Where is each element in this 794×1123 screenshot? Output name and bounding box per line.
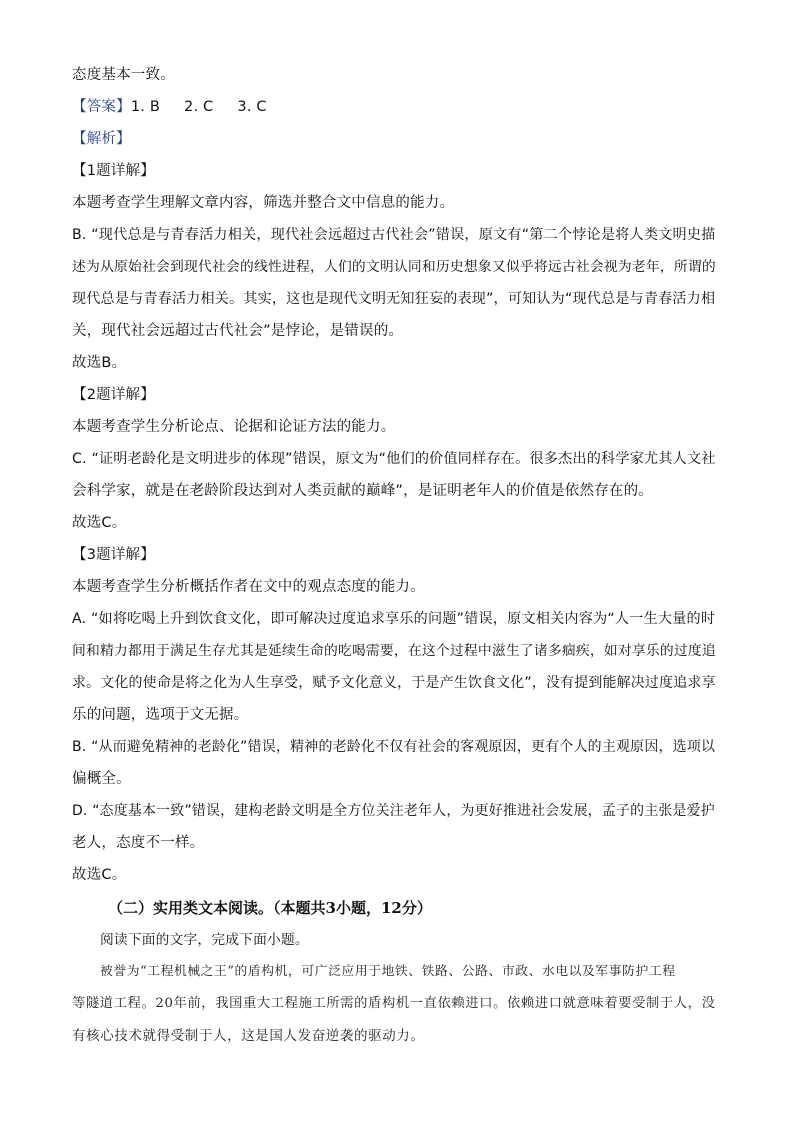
q3-line: 偏概全。 bbox=[72, 771, 131, 787]
q1-conclusion: 故选B。 bbox=[72, 355, 127, 371]
q3-line: D. “态度基本一致”错误，建构老龄文明是全方位关注老年人，为更好推进社会发展，孟子的主张是爱护 bbox=[72, 803, 715, 819]
top-line: 态度基本一致。 bbox=[72, 67, 175, 83]
answer-item: 2. C bbox=[184, 99, 214, 115]
section-title: （二）实用类文本阅读。（本题共3小题，12分） bbox=[108, 899, 432, 917]
passage-line: 有核心技术就得受制于人，这是国人发奋逆袭的驱动力。 bbox=[72, 1028, 425, 1044]
q2-line: C. “证明老龄化是文明进步的体现”错误，原文为“他们的价值同样存在。很多杰出的科学家尤其人文社 bbox=[72, 451, 716, 467]
q2-heading: 【2题详解】 bbox=[72, 387, 155, 403]
q3-conclusion: 故选C。 bbox=[72, 867, 127, 883]
passage-line: 被誉为“工程机械之王”的盾构机，可广泛应用于地铁、铁路、公路、市政、水电以及军事防护工程 bbox=[100, 964, 676, 979]
q2-conclusion: 故选C。 bbox=[72, 515, 127, 531]
answer-item: 1. B bbox=[130, 99, 161, 115]
q3-line: 求。文化的使命是将之化为人生享受，赋予文化意义，于是产生饮食文化”，没有提到能解决过度追求享 bbox=[72, 675, 716, 691]
answer-item: 3. C bbox=[237, 99, 267, 115]
q1-line: B. “现代总是与青春活力相关，现代社会远超过古代社会”错误，原文有“第二个悖论是将人类文明史描 bbox=[72, 227, 716, 243]
q3-heading: 【3题详解】 bbox=[72, 547, 155, 563]
answer-label: 【答案】 bbox=[72, 99, 131, 115]
q1-line: 述为从原始社会到现代社会的线性进程，人们的文明认同和历史想象又似乎将远古社会视为老年，所谓的 bbox=[72, 259, 716, 275]
q3-line: 间和精力都用于满足生存尤其是延续生命的吃喝需要，在这个过程中滋生了诸多痼疾，如对享乐的过度追 bbox=[72, 643, 716, 659]
q3-line: 老人，态度不一样。 bbox=[72, 835, 205, 851]
q3-line: A. “如将吃喝上升到饮食文化，即可解决过度追求享乐的问题”错误，原文相关内容为“人一生大量的时 bbox=[72, 611, 716, 627]
section-instruction: 阅读下面的文字，完成下面小题。 bbox=[100, 932, 309, 948]
answer-row bbox=[72, 97, 722, 117]
q3-intro: 本题考查学生分析概括作者在文中的观点态度的能力。 bbox=[72, 579, 425, 595]
q1-line: 现代总是与青春活力相关。其实，这也是现代文明无知狂妄的表现”，可知认为“现代总是与青春活力相 bbox=[72, 291, 716, 307]
q2-line: 会科学家，就是在老龄阶段达到对人类贡献的巅峰”，是证明老年人的价值是依然存在的。 bbox=[72, 483, 654, 499]
passage-line: 等隧道工程。20年前，我国重大工程施工所需的盾构机一直依赖进口。依赖进口就意味着要受制于人，没 bbox=[72, 996, 716, 1011]
q2-intro: 本题考查学生分析论点、论据和论证方法的能力。 bbox=[72, 419, 396, 435]
q1-intro: 本题考查学生理解文章内容，筛选并整合文中信息的能力。 bbox=[72, 195, 455, 211]
analysis-label: 【解析】 bbox=[72, 131, 131, 147]
q3-line: B. “从而避免精神的老龄化”错误，精神的老龄化不仅有社会的客观原因，更有个人的主观原因，选项以 bbox=[72, 739, 716, 755]
q1-heading: 【1题详解】 bbox=[72, 163, 155, 179]
q1-line: 关，现代社会远超过古代社会”是悖论，是错误的。 bbox=[72, 323, 404, 339]
q3-line: 乐的问题，选项于文无据。 bbox=[72, 707, 249, 723]
